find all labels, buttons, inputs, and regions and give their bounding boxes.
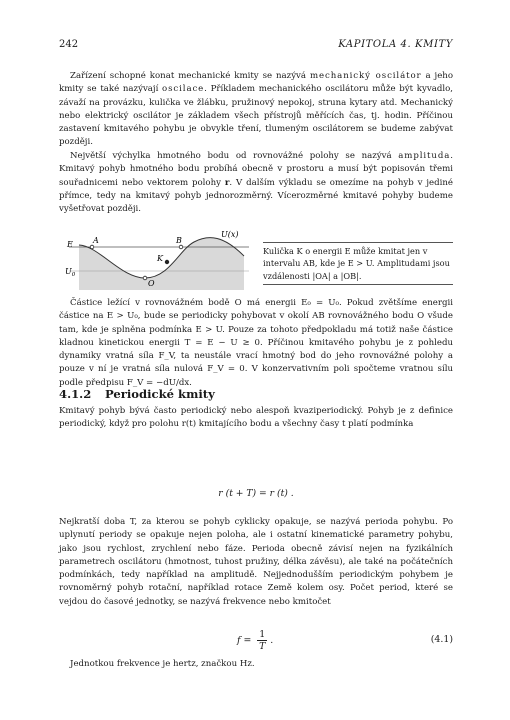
paragraph-period: Nejkratší doba T, za kterou se pohyb cyklicky opakuje, se nazývá perioda pohybu. Po uplynutí periody se opakuje nejen poloha, ale i ostatní kinematické parametry pohybu, jako jsou rychlost, zrychlení nebo fáze. Perioda obecně závisí nejen na fyzikálních parametrech oscilátoru (hmotnost, tuhost pružiny, délka závěsu), ale také na počátečních podmínkách, tedy například na amplitudě. Nejjednodušším periodickým pohybem je rovnoměrný pohyb rotační, například rotace Země kolem osy. Počet period, které se vejdou do časové jednotky, se nazývá frekvence nebo kmitočet [59,517,453,607]
caption-text: Kulička K o energii E může kmitat jen v intervalu AB, kde je E > U. Amplitudami jsou vzdálenosti |OA| a |OB|. [263,246,450,281]
point-a [90,245,94,249]
term-oscillation: oscilace [162,84,205,95]
point-o [143,276,147,280]
running-title: KAPITOLA 4. KMITY [338,39,453,50]
label-ux: U(x) [221,230,239,239]
caption-rule-top [263,242,453,243]
label-o: O [148,279,155,288]
figure-potential-well [59,228,453,290]
shaded-region [79,238,244,290]
section-heading [59,387,215,401]
fraction: $\frac{1}{T}$ [259,629,266,652]
term-mechanical-oscillator: mechanický oscilátor [309,71,422,81]
paragraph-periodic-definition: Kmitavý pohyb bývá často periodický nebo alespoň kvaziperiodický. Pohyb je z definice periodický, když pro polohu r(t) kmitajícího bodu a všechny časy t platí podmínka [59,406,453,430]
term-amplitude: amplituda [398,151,451,161]
potential-curve-diagram [59,228,259,290]
paragraph-unit: Jednotkou frekvence je hertz, značkou Hz. [70,659,255,669]
paragraph-restoring-force: Částice ležící v rovnovážném bodě O má energii E₀ = U₀. Pokud zvětšíme energii částice na E > U₀, bude se periodicky pohybovat v okolí AB rovnovážného bodu O všude tam, kde je splněna podmínka E > U. Pouze za tohoto předpokladu má totiž naše částice kladnou kinetickou energii T = E − U ≥ 0. Příčinou kmitavého pohybu je z pohledu dynamiky vratná síla F_V, ta neustále vrací hmotný bod do jeho rovnovážné polohy a pouze v ní je vratná síla nulová F_V = 0. V konzervativním poli spočteme vratnou sílu podle předpisu F_V = −dU/dx. [59,298,453,388]
label-e: E [67,240,73,249]
paragraph-amplitude: Největší výchylka hmotného bodu od rovnovážné polohy se nazývá amplituda. Kmitavý pohyb hmotného bodu probíhá obecně v prostoru a musí být popisován třemi souřadnicemi nebo vektorem polohy r. V dalším výkladu se omezíme na pohyb v jediné přímce, tedy na kmitavý pohyb jednorozměrný. Vícerozměrné kmitavé pohyby budeme vyšetřovat později. [59,151,453,215]
label-k: K [157,254,163,263]
label-a: A [93,236,99,245]
ball-k [165,260,169,264]
label-u0: $U_0$ [65,267,76,278]
section-number: 4.1.2 [59,387,92,401]
section-title: Periodické kmity [105,387,215,401]
label-b: B [176,236,182,245]
equation-number: (4.1) [430,634,453,645]
equation-frequency [59,625,453,651]
figure-caption [263,242,453,285]
page-number: 242 [59,39,79,50]
paragraph-oscillator: Zařízení schopné konat mechanické kmity se nazývá mechanický oscilátor a jeho kmity se také nazývají oscilace. Příkladem mechanického oscilátoru může být kyvadlo, závaží na provázku, kulička ve žlábku, pružinový nepokoj, struna kytary atd. Mechanický nebo elektrický oscilátor je základem všech přístrojů měřících čas, tj. hodin. Příčinou zastavení kmitavého pohybu je obvykle tření, tlumeným oscilátorem se budeme zabývat později. [59,71,454,148]
frequency-formula: f = $\frac{1}{T}$ . [237,629,274,652]
point-b [179,245,183,249]
caption-rule-bottom [263,284,453,285]
equation-periodicity: r (t + T) = r (t) . [218,488,294,499]
